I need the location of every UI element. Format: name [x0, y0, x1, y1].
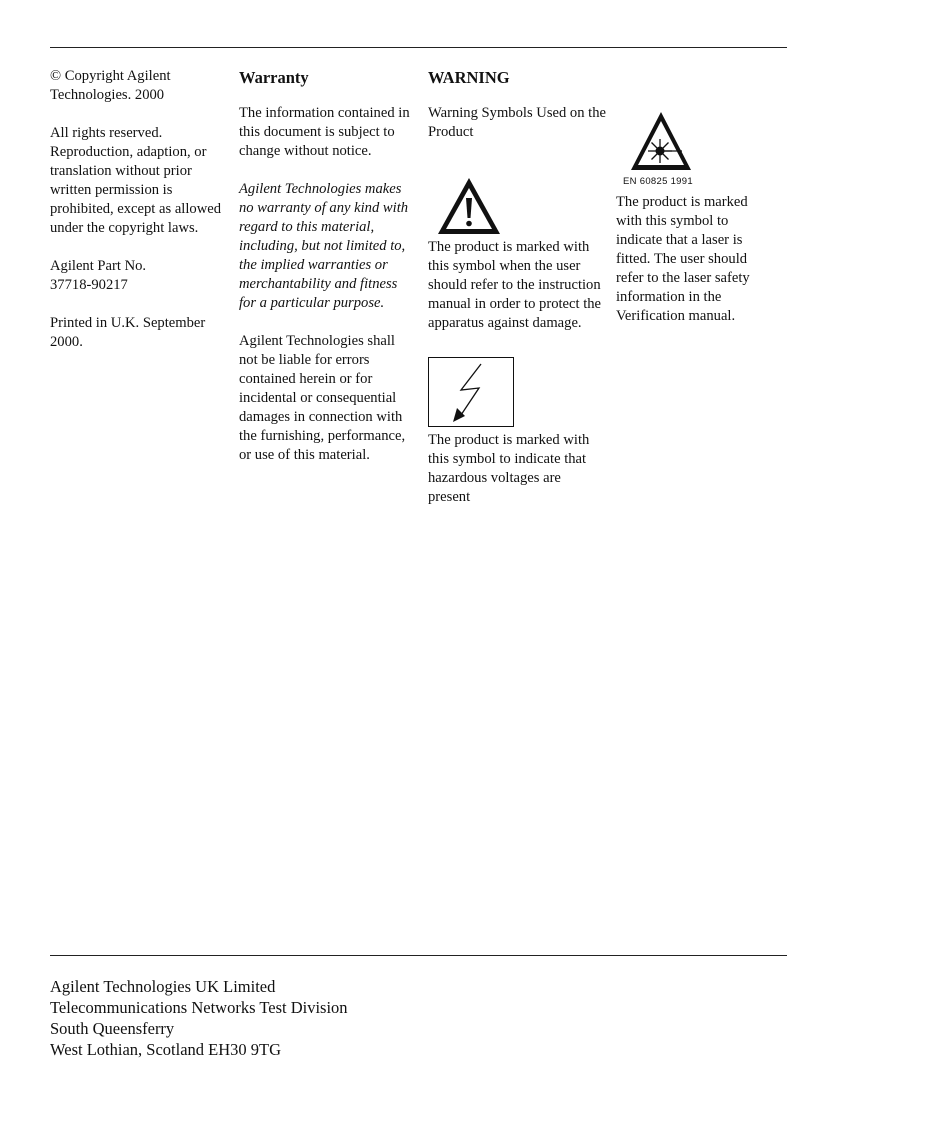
copyright-column [50, 67, 230, 352]
laser-standard-label: EN 60825 1991 [623, 176, 693, 187]
warning-heading: WARNING [428, 68, 510, 87]
company-address [50, 976, 348, 1060]
part-number: 37718-90217 [50, 277, 128, 293]
warranty-liability: Agilent Technologies shall not be liable for errors contained herein or for incidental or consequential damages in connection with the furnishing, performance, or use of this material. [239, 333, 406, 463]
warranty-heading: Warranty [239, 68, 309, 87]
lightning-bolt-icon [429, 358, 513, 426]
rights-text: All rights reserved. Reproduction, adaption, or translation without prior written permission is prohibited, except as allowed under the copyright laws. [50, 125, 222, 236]
warranty-notice: The information contained in this document is subject to change without notice. [239, 105, 410, 159]
warranty-disclaimer: Agilent Technologies makes no warranty of any kind with regard to this material, including, but not limited to, the implied warranties or merchantability and fitness for a particular purpose. [239, 181, 409, 311]
part-label: Agilent Part No. [50, 258, 147, 274]
warning-column [428, 67, 606, 507]
laser-column [616, 110, 776, 326]
top-rule [50, 47, 787, 48]
address-line-4: West Lothian, Scotland EH30 9TG [50, 1040, 282, 1059]
printed-text: Printed in U.K. September 2000. [50, 315, 206, 350]
copyright-text: © Copyright Agilent Technologies. 2000 [50, 68, 171, 103]
address-line-1: Agilent Technologies UK Limited [50, 977, 276, 996]
voltage-symbol-box [428, 357, 514, 427]
warranty-column [239, 67, 417, 465]
warning-triangle-icon [436, 176, 502, 236]
caution-symbol-text: The product is marked with this symbol when the user should refer to the instruction manual in order to protect the apparatus against damage. [428, 239, 602, 331]
address-line-2: Telecommunications Networks Test Division [50, 998, 348, 1017]
voltage-symbol-text: The product is marked with this symbol to indicate that hazardous voltages are present [428, 432, 590, 505]
laser-hazard-icon [629, 110, 693, 172]
bottom-rule [50, 955, 787, 956]
laser-symbol-text: The product is marked with this symbol to indicate that a laser is fitted. The user should refer to the laser safety information in the Verification manual. [616, 194, 750, 324]
address-line-3: South Queensferry [50, 1019, 175, 1038]
warning-intro: Warning Symbols Used on the Product [428, 105, 606, 140]
